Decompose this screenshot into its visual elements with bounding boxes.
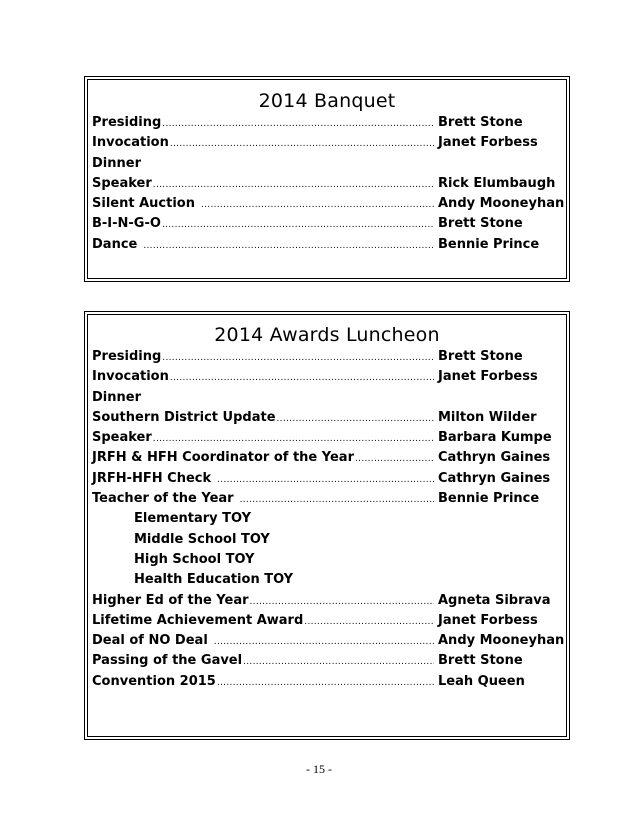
dot-leader	[304, 617, 434, 627]
program-item-person: Janet Forbess	[438, 135, 538, 151]
program-item-label: Silent Auction	[92, 196, 195, 212]
dot-leader	[170, 139, 434, 149]
program-row	[92, 216, 562, 236]
banquet-title: 2014 Banquet	[258, 90, 396, 112]
program-item-label: Higher Ed of the Year	[92, 592, 249, 608]
luncheon-program-list	[88, 349, 566, 694]
program-item-person: Brett Stone	[438, 653, 523, 669]
program-row	[92, 369, 562, 389]
program-row	[92, 633, 565, 653]
dot-leader	[162, 220, 434, 230]
program-item-label: B-I-N-G-O	[92, 216, 161, 232]
program-item-label: Invocation	[92, 135, 169, 151]
dot-leader	[277, 414, 434, 424]
dot-leader	[250, 597, 434, 607]
program-row	[92, 237, 562, 257]
program-item-label: Deal of NO Deal	[92, 633, 208, 649]
program-item-person: Brett Stone	[438, 349, 523, 364]
program-item-label: Presiding	[92, 349, 162, 364]
program-row	[92, 115, 562, 135]
program-row	[92, 430, 562, 450]
dot-leader	[143, 241, 434, 251]
luncheon-title: 2014 Awards Luncheon	[214, 324, 440, 346]
program-item-person: Andy Mooneyhan	[438, 633, 565, 649]
program-subrow	[92, 532, 562, 552]
program-item-person: Brett Stone	[438, 115, 523, 130]
program-item-person: Milton Wilder	[438, 409, 537, 425]
program-row	[92, 156, 562, 176]
program-item-person: Bennie Prince	[438, 236, 540, 252]
program-item-label: Dinner	[92, 155, 141, 171]
dot-leader	[214, 637, 434, 647]
program-item-label: Invocation	[92, 369, 169, 385]
program-row	[92, 450, 562, 470]
program-item-label: Speaker	[92, 175, 152, 191]
program-item-label: Southern District Update	[92, 409, 276, 425]
program-item-label: Presiding	[92, 115, 162, 130]
dot-leader	[153, 180, 434, 190]
program-item-person: Leah Queen	[438, 673, 525, 689]
program-item-person: Andy Mooneyhan	[438, 196, 565, 212]
dot-leader	[217, 678, 434, 688]
program-row	[92, 410, 562, 430]
banquet-program-box	[84, 76, 570, 282]
program-row	[92, 593, 562, 613]
banquet-program-list	[88, 115, 566, 257]
dot-leader	[355, 454, 434, 464]
program-item-label: Teacher of the Year	[92, 491, 234, 507]
program-item-person: Agneta Sibrava	[438, 592, 551, 608]
program-item-label: Convention 2015	[92, 673, 216, 689]
program-item-person: Bennie Prince	[438, 491, 540, 507]
program-row	[92, 653, 562, 673]
program-subrow	[92, 511, 562, 531]
dot-leader	[243, 657, 434, 667]
dot-leader	[240, 495, 434, 505]
program-item-person: Barbara Kumpe	[438, 430, 552, 446]
program-item-label: JRFH & HFH Coordinator of the Year	[92, 450, 354, 466]
program-row	[92, 196, 565, 216]
program-row	[92, 349, 562, 369]
program-item-label: Dance	[92, 236, 138, 252]
program-subitem-label: Middle School TOY	[134, 531, 270, 547]
program-item-person: Rick Elumbaugh	[438, 175, 556, 191]
luncheon-program-box	[84, 311, 570, 740]
dot-leader	[162, 119, 434, 129]
program-item-person: Cathryn Gaines	[438, 470, 551, 486]
program-row	[92, 176, 562, 196]
dot-leader	[162, 353, 434, 363]
program-item-label: Speaker	[92, 430, 152, 446]
program-item-person: Brett Stone	[438, 216, 523, 232]
program-row	[92, 613, 562, 633]
page-number: - 15 -	[306, 762, 332, 776]
program-subitem-label: High School TOY	[134, 551, 255, 567]
program-item-label: Lifetime Achievement Award	[92, 612, 304, 628]
program-item-person: Janet Forbess	[438, 612, 538, 628]
program-subitem-label: Health Education TOY	[134, 572, 294, 588]
program-row	[92, 135, 562, 155]
program-row	[92, 674, 562, 694]
program-item-person: Janet Forbess	[438, 369, 538, 385]
dot-leader	[217, 475, 434, 485]
program-subrow	[92, 552, 562, 572]
program-subitem-label: Elementary TOY	[134, 511, 252, 527]
program-item-label: Dinner	[92, 389, 141, 405]
program-row	[92, 471, 562, 491]
dot-leader	[170, 373, 434, 383]
program-subrow	[92, 572, 562, 592]
dot-leader	[153, 434, 434, 444]
program-row	[92, 390, 562, 410]
program-item-label: JRFH-HFH Check	[92, 470, 212, 486]
program-item-label: Passing of the Gavel	[92, 653, 243, 669]
program-row	[92, 491, 562, 511]
dot-leader	[201, 200, 434, 210]
program-item-person: Cathryn Gaines	[438, 450, 551, 466]
